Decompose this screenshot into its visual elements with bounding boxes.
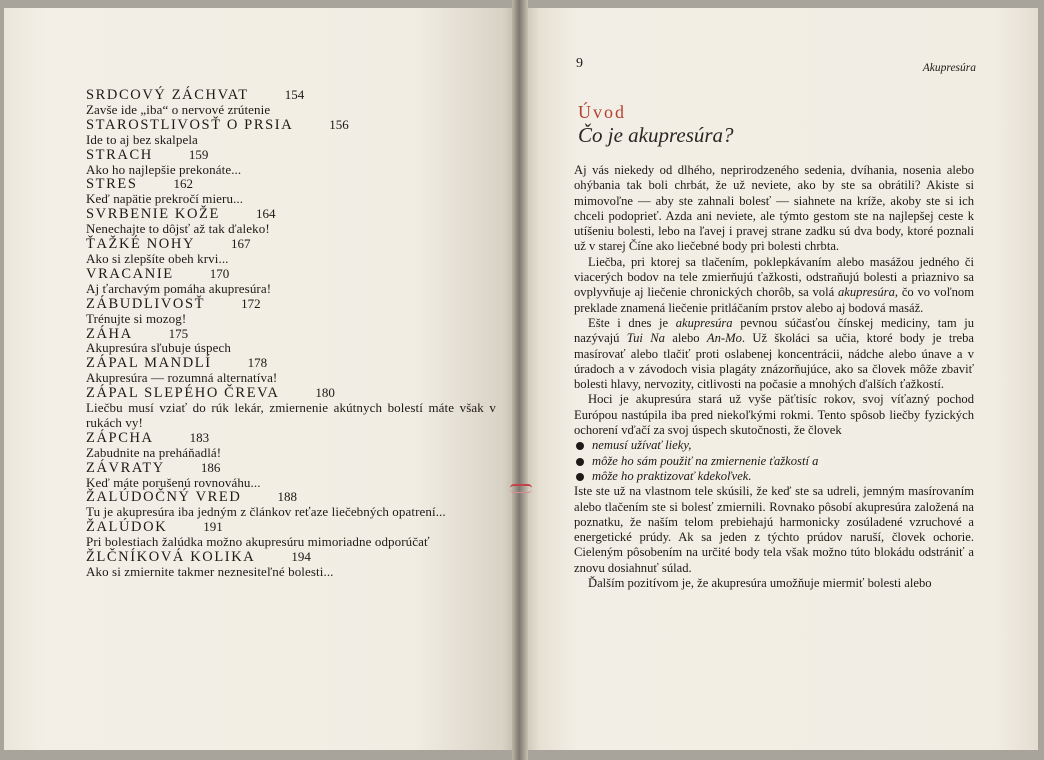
toc-entry-title: ŤAŽKÉ NOHY [86, 236, 196, 253]
page-number: 9 [576, 56, 583, 71]
emphasis: akupresúra [837, 285, 895, 300]
toc-entry-title: VRACANIE [86, 265, 174, 282]
toc-entry-subtitle: Tu je akupresúra iba jedným z článkov reťaze liečebných opatrení... [86, 504, 446, 520]
toc-entry-heading [86, 490, 496, 505]
text-run: pevnou súčasťou čínskej mediciny, tam ju nazývajú [574, 315, 974, 346]
toc-entry-subtitle: Akupresúra — rozumná alternatíva! [86, 370, 278, 386]
toc-entry [86, 148, 496, 178]
toc-entry [86, 237, 496, 267]
toc-entry-page: 191 [203, 519, 223, 535]
toc-entry-page: 180 [315, 385, 335, 401]
toc-entry-heading [86, 118, 496, 133]
toc-entry-title: ZÁHA [86, 325, 133, 342]
toc-entry [86, 327, 496, 357]
toc-entry-subtitle: Keď máte porušenú rovnováhu... [86, 474, 261, 490]
toc-entry-heading [86, 550, 496, 565]
toc-entry-heading [86, 177, 496, 192]
toc-entry-page: 170 [209, 265, 230, 281]
toc-entry-heading [86, 386, 496, 401]
text-run: , čo vo voľnom preklade znamená liečenie pritláčaním prstov alebo aj bodová masáž. [574, 285, 974, 315]
toc-entry-heading [86, 237, 496, 252]
paragraph: Iste ste už na vlastnom tele skúsili, že keď ste sa udreli, jemným masírovaním alebo tlačením ste si bolesť zmiernili. Rovnako pôsobí akupresúra založená na poznatku, že naším telom prebiehajú harmonicky zosúladené vzruchové a energetické prúdy. Ak sa jeden z týchto prúdov naruší, človek ochorie. Cieleným pôsobením na určité body tela však možno túto blokádu odstrániť a znovu dosiahnuť súlad. [574, 484, 974, 575]
chapter-title: Čo je akupresúra? [578, 123, 734, 147]
toc-entry-subtitle: Ide to aj bez skalpela [86, 131, 198, 147]
toc-entry-title: ŽALÚDOČNÝ VRED [86, 489, 242, 506]
paragraph [574, 316, 974, 392]
toc-entry-page: 167 [231, 236, 251, 252]
toc-entry-subtitle: Pri bolestiach žalúdka možno akupresúru mimoriadne odporúčať [86, 534, 430, 550]
toc-entry-page: 159 [188, 146, 209, 162]
paragraph [574, 255, 974, 316]
toc-entry-subtitle: Zavše ide „iba“ o nervové zrútenie [86, 101, 271, 117]
toc-entry-title: SRDCOVÝ ZÁCHVAT [86, 87, 249, 103]
toc-entry-title: ZÁPCHA [86, 429, 154, 446]
toc-entry [86, 267, 496, 297]
bullet-item: nemusí užívať lieky, [574, 438, 974, 453]
toc-entry-subtitle: Ako ho najlepšie prekonáte... [86, 161, 242, 177]
left-page [4, 8, 518, 750]
running-head: Akupresúra [922, 62, 976, 74]
toc-entry [86, 207, 496, 237]
book-gutter [512, 0, 528, 760]
body-text [574, 163, 974, 591]
paragraph: Aj vás niekedy od dlhého, neprirodzeného sedenia, dvíhania, nosenia alebo ohýbania tak boli chrbát, že už neviete, ako by ste sa obrátili? Akiste si mimovoľne — aby ste zahnali bolesť — siahnete na kríže, akoby ste si ich chceli podoprieť. Azda ani neviete, ale týmto gestom ste na najlepšej ceste k utíšeniu bolesti, lebo na ľavej i pravej strane zadku sú dva body, ktoré poznali už v starej Číne ako liečebné body pri bolesti chrbta. [574, 163, 974, 254]
toc-entry-subtitle: Akupresúra sľubuje úspech [86, 340, 231, 356]
paragraph: Hoci je akupresúra stará už vyše päťtisíc rokov, svoj víťazný pochod Európou nastúpila iba pred niekoľkými rokmi. Tento spôsob liečby fyzických ochorení vďačí za svoj úspech skutočnosti, že človek [574, 392, 974, 438]
emphasis: akupresúra [675, 315, 733, 330]
toc-entry [86, 550, 496, 580]
toc-entry-title: STRES [86, 176, 138, 193]
toc-entry-page: 162 [173, 176, 194, 192]
toc-entry-subtitle: Ako si zmiernite takmer neznesiteľné bolesti... [86, 564, 334, 579]
toc-entry [86, 118, 496, 148]
right-page [524, 8, 1038, 750]
toc-entry-page: 186 [200, 459, 221, 475]
toc-entry [86, 431, 496, 461]
toc-entry-title: ZÁVRATY [86, 459, 165, 476]
toc-entry-page: 188 [277, 489, 297, 505]
toc-entry-subtitle: Zabudnite na preháňadlá! [86, 444, 222, 460]
toc-entry-page: 164 [255, 206, 276, 222]
bullet-item: môže ho sám použiť na zmiernenie ťažkostí a [574, 454, 974, 469]
toc-entry-page: 154 [284, 87, 305, 102]
toc-entry [86, 490, 496, 520]
toc-entry-heading [86, 520, 496, 535]
toc-entry-page: 156 [329, 116, 349, 132]
toc-entry [86, 356, 496, 386]
bullet-item: môže ho praktizovať kdekoľvek. [574, 469, 974, 484]
table-of-contents [86, 88, 496, 580]
toc-entry-heading [86, 327, 496, 342]
emphasis: An-Mo [706, 331, 742, 346]
toc-entry-subtitle: Liečbu musí vziať do rúk lekár, zmiernenie akútnych bolestí máte však v rukách vy! [86, 400, 496, 430]
toc-entry [86, 177, 496, 207]
toc-entry-title: ŽLČNÍKOVÁ KOLIKA [86, 549, 256, 566]
toc-entry-heading [86, 148, 496, 163]
toc-entry-heading [86, 356, 496, 371]
toc-entry-title: STAROSTLIVOSŤ O PRSIA [86, 116, 294, 133]
toc-entry [86, 520, 496, 550]
emphasis: Tui Na [626, 331, 665, 346]
toc-entry-heading [86, 297, 496, 312]
toc-entry-subtitle: Nenechajte to dôjsť až tak ďaleko! [86, 221, 270, 237]
paragraph: Ďalším pozitívom je, že akupresúra umožňuje miermiť bolesti alebo [588, 576, 932, 591]
toc-entry-page: 183 [189, 429, 210, 445]
toc-entry [86, 386, 496, 431]
binding-thread [510, 484, 532, 493]
toc-entry [86, 88, 496, 118]
text-run: Ešte i dnes je [588, 315, 676, 330]
bullet-list [574, 438, 974, 484]
toc-entry-page: 178 [247, 355, 268, 371]
toc-entry-heading [86, 88, 496, 103]
toc-entry-title: STRACH [86, 146, 153, 163]
toc-entry-title: ZÁPAL MANDLÍ [86, 355, 212, 372]
toc-entry-heading [86, 461, 496, 476]
toc-entry [86, 297, 496, 327]
toc-entry-heading [86, 431, 496, 446]
toc-entry-title: ZÁBUDLIVOSŤ [86, 295, 206, 312]
text-run: Liečba, pri ktorej sa tlačením, poklepkávaním alebo masážou jedného či viacerých bodov na tele zmierňujú ťažkosti, odstraňujú bolesti a priaznivo sa ovplyvňuje aj liečenie chronických chorôb, sa volá [574, 254, 974, 300]
toc-entry-subtitle: Trénujte si mozog! [86, 310, 187, 326]
toc-entry-heading [86, 267, 496, 282]
toc-entry-title: SVRBENIE KOŽE [86, 206, 220, 223]
text-run: alebo [664, 331, 707, 346]
toc-entry [86, 461, 496, 491]
toc-entry-subtitle: Ako si zlepšíte obeh krvi... [86, 250, 229, 266]
toc-entry-subtitle: Aj ťarchavým pomáha akupresúra! [86, 280, 272, 296]
toc-entry-title: ŽALÚDOK [86, 519, 168, 536]
toc-entry-title: ZÁPAL SLEPÉHO ČREVA [86, 385, 280, 402]
toc-entry-subtitle: Keď napätie prekročí mieru... [86, 191, 244, 207]
toc-entry-page: 175 [168, 325, 189, 341]
toc-entry-page: 172 [241, 295, 261, 311]
text-run: . Už školáci sa učia, ktoré body je treba masírovať alebo tlačiť proti oslabenej koncentrácii, nádche alebo únave a v úradoch a v závodoch visia plagáty znázorňujúce, ako sa človek môže zbaviť bolesti hlavy, nervozity, citlivosti na počasie a mnohých ďalších ťažkostí. [574, 331, 974, 392]
toc-entry-page: 194 [291, 549, 311, 565]
toc-entry-heading [86, 207, 496, 222]
chapter-label: Úvod [578, 102, 626, 122]
